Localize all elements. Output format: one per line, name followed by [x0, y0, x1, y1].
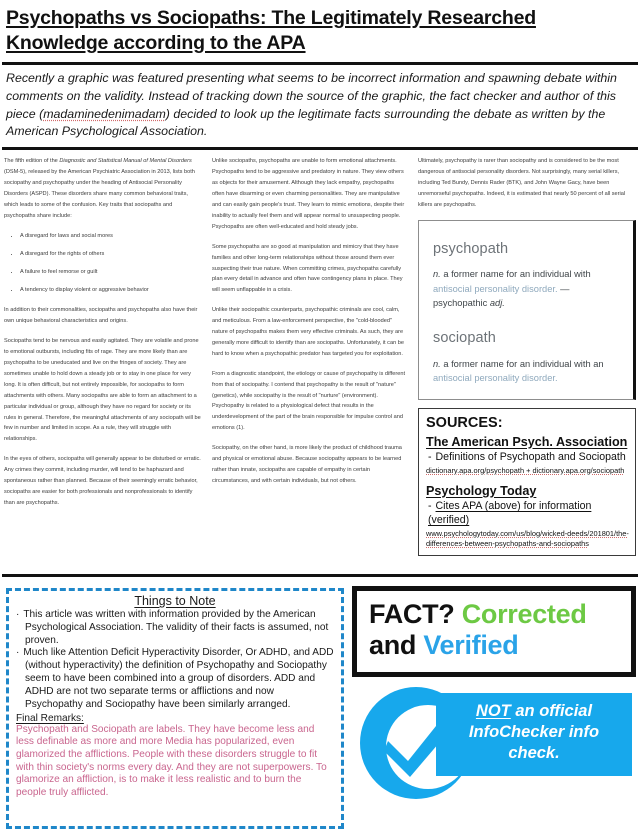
- source-item-psychology-today: [426, 500, 629, 528]
- page-title: [6, 6, 634, 56]
- list-item: • A disregard for the rights of others: [20, 249, 202, 260]
- article-column-1: [4, 156, 212, 570]
- dictionary-definitions-box: [418, 220, 636, 401]
- sources-spacer: [426, 476, 629, 482]
- dictionary-def-italic-tail: adj.: [489, 297, 505, 308]
- column1-paragraph-4: In the eyes of others, sociopaths will generally appear to be disturbed or erratic. Any crimes they commit, including murder, will tend to be haphazard and spontaneous rather than planned. Because of their seemingly erratic behavior, sociopaths are easier for both professionals and nonprofessionals to identify than are psychopaths.: [4, 456, 201, 506]
- source-item-label: Definitions of Psychopath and Sociopath: [435, 450, 626, 463]
- dictionary-def-before: a former name for an individual with: [440, 269, 591, 280]
- column2-paragraph-3: Unlike their sociopathic counterparts, psychopathic criminals are cool, calm, and meticulous. From a law-enforcement perspective, the "cold-blooded" nature of psychopaths makes them very effective criminals. As such, they are generally more difficult to identify than are sociopaths. Unfortunately, it can be hard to know when a psychopathic predator has targeted you for exploitation.: [212, 307, 404, 357]
- article-columns: [0, 150, 640, 570]
- disclaimer-line-3: check.: [508, 743, 560, 762]
- source-dash: -: [428, 450, 432, 463]
- disclaimer-line-2: InfoChecker info: [468, 722, 600, 741]
- disclaimer-badge-area: [348, 683, 636, 811]
- sources-heading: SOURCES:: [426, 415, 503, 432]
- fact-verdict-wrapper: [348, 582, 640, 833]
- things-to-note-title: Things to Note: [134, 594, 216, 608]
- column3-paragraph-1: Ultimately, psychopathy is rarer than sociopathy and is considered to be the most dangerous of antisocial personality disorders. Not surprisingly, many serial killers, including Ted Bundy, Dennis Rader (BTK), and John Wayne Gacy, have been unremorseful psychopaths. Indeed, it is estimated that nearly 50 percent of all serial killers are psychopaths.: [418, 158, 626, 208]
- dictionary-definition: [433, 267, 621, 310]
- final-remarks-label: Final Remarks:: [16, 712, 84, 724]
- source-org-psychology-today: Psychology Today: [426, 483, 537, 498]
- list-item: • A failure to feel remorse or guilt: [20, 267, 202, 278]
- source-url-text: www.psychologytoday.com/us/blog/wicked-deeds/201801/the-differences-between-psychopaths-and-sociopaths: [426, 528, 629, 548]
- article-column-3: [418, 156, 636, 570]
- source-url-apa[interactable]: [426, 466, 629, 476]
- page-title-line-2: Knowledge according to the APA: [6, 31, 306, 54]
- shared-traits-list: [4, 231, 202, 296]
- dictionary-def-link[interactable]: antisocial personality disorder.: [433, 373, 558, 384]
- bottom-section: [0, 582, 640, 833]
- c1p1-text-a: The fifth edition of the: [4, 158, 60, 165]
- dictionary-def-before: a former name for an individual with an: [440, 358, 604, 369]
- source-item-label: Cites APA (above) for information (verified): [428, 500, 592, 526]
- dictionary-entry-sociopath: [433, 324, 621, 385]
- sources-box: [418, 408, 636, 555]
- source-dash: -: [428, 500, 432, 513]
- source-org-apa: The American Psych. Association: [426, 434, 628, 449]
- things-to-note-box: [6, 588, 344, 829]
- fact-label: FACT?: [369, 599, 462, 629]
- section-divider: [2, 574, 638, 577]
- dictionary-def-link[interactable]: antisocial personality disorder.: [433, 283, 558, 294]
- dictionary-def-after: — psychopathic: [433, 283, 570, 308]
- article-column-2: [212, 156, 418, 570]
- intro-author-handle: madaminedenimadam: [43, 106, 166, 121]
- source-item-apa: [426, 451, 629, 465]
- source-url-psychology-today[interactable]: [426, 529, 629, 549]
- intro-text-part-2: ) decided to look up the legitimate facts surrounding the debate as written by the American Psychological Association.: [6, 106, 606, 139]
- disclaimer-line-1-rest: an official: [510, 701, 593, 720]
- column1-paragraph-2: In addition to their commonalities, sociopaths and psychopaths also have their own unique behavioral characteristics and origins.: [4, 307, 198, 325]
- column2-paragraph-1: Unlike sociopaths, psychopaths are unable to form emotional attachments. Psychopaths tend to be aggressive and predatory in nature. They view others as objects for their amusement. Although they lack empathy, psychopaths often have disarming or even charming personalities. They are manipulative and can easily gain people's trust. They learn to mimic emotions, despite their inability to actually feel them and will appear normal to unsuspecting people. Psychopaths are often well-educated and hold steady jobs.: [212, 158, 405, 230]
- column2-paragraph-5: Sociopathy, on the other hand, is more likely the product of childhood trauma and physical or emotional abuse. Because sociopathy appears to be learned rather than innate, sociopaths are capable of empathy in certain circumstances, and with certain individuals, but not others.: [212, 445, 402, 484]
- page-title-line-1: Psychopaths vs Sociopaths: The Legitimately Researched: [6, 7, 536, 29]
- disclaimer-banner: [436, 693, 632, 776]
- fact-verdict-line-2: [369, 630, 619, 661]
- dictionary-entry-psychopath: [433, 235, 621, 310]
- source-url-text: dictionary.apa.org/psychopath + dictionary.apa.org/sociopath: [426, 465, 625, 475]
- fact-and-label: and: [369, 630, 424, 661]
- dictionary-word: sociopath: [433, 330, 496, 347]
- list-item: · Much like Attention Deficit Hyperactivity Disorder, Or ADHD, and ADD (without hyperactivity) the definition of Psychopathy and Sociopathy seem to have been combined into a group of disorders. ADD and ADHD are not two separate terms or afflictions and now Psychopathy and Sociopathy have been similarly arranged.: [16, 647, 334, 711]
- dictionary-word: psychopath: [433, 240, 509, 257]
- page-header: [0, 0, 640, 56]
- c1p1-dsm-title: Diagnostic and Statistical Manual of Mental Disorders: [59, 158, 192, 165]
- list-item: • A disregard for laws and social mores: [20, 231, 202, 242]
- column2-paragraph-2: Some psychopaths are so good at manipulation and mimicry that they have families and other long-term relationships without those around them ever suspecting their true nature. When committing crimes, psychopaths carefully plan every detail in advance and often have contingency plans in place. They will seem unflappable in a crisis.: [212, 243, 403, 294]
- list-item: · This article was written with information provided by the American Psychological Association. The validity of their facts is assumed, not proven.: [16, 609, 334, 647]
- column1-paragraph-3: Sociopaths tend to be nervous and easily agitated. They are volatile and prone to emotional outbursts, including fits of rage. They are more likely than are psychopaths to be uneducated and live on the fringes of society. They are sometimes unable to hold down a steady job or to stay in one place for very long. It is often difficult, but not entirely impossible, for sociopaths to form attachments with others. Many sociopaths are able to form an attachment to a particular individual or group, although they have no regard for society or its rules in general. Therefore, the meaningful attachments of any sociopath will be few in number and limited in scope. As a rule, they will struggle with relationships.: [4, 338, 201, 443]
- column1-paragraph-1: [4, 156, 202, 221]
- fact-verdict-line-1: [369, 599, 619, 630]
- fact-verdict-box: [352, 586, 636, 677]
- fact-verified-label: Verified: [423, 630, 519, 661]
- fact-corrected-label: Corrected: [461, 599, 587, 629]
- things-to-note-wrapper: [0, 582, 348, 833]
- dictionary-definition: [433, 357, 621, 386]
- list-item: • A tendency to display violent or aggressive behavior: [20, 285, 202, 296]
- column2-paragraph-4: From a diagnostic standpoint, the etiology or cause of psychopathy is different from that of sociopathy. I contend that psychopathy is the result of "nature" (genetics), while sociopathy is the result of "nurture" (environment). Psychopathy is related to a physiological defect that results in the underdevelopment of the part of the brain responsible for impulse control and emotions (1).: [212, 370, 405, 432]
- things-to-note-list: [16, 609, 334, 712]
- c1p1-text-b: (DSM-5), released by the American Psychiatric Association in 2013, lists both sociopathy and psychopathy under the heading of Antisocial Personality Disorders (ASPD). These disorders share many common behavioral traits, which leads to some of the confusion. Key traits that sociopaths and psychopaths share include:: [4, 169, 195, 219]
- intro-paragraph: [0, 65, 640, 145]
- intro-text-part-1: Recently a graphic was featured presenting what seems to be incorrect information and spawning debate within comments on the validity. Instead of tracking down the source of the graphic, the fact checker and author of this piece (: [6, 70, 617, 121]
- dictionary-part-of-speech: n.: [433, 358, 441, 369]
- final-remarks-text: Psychopath and Sociopath are labels. They have become less and less definable as more and more Media has popularized, even glamorized the afflictions. People with these disorders struggle to fit with thin society's norms every day. And they are not superpowers. To glamorize an affliction, is to make it less realistic and to burn the people truly afflicted.: [16, 723, 327, 799]
- disclaimer-not-emphasis: NOT: [475, 701, 511, 720]
- dictionary-part-of-speech: n.: [433, 269, 441, 280]
